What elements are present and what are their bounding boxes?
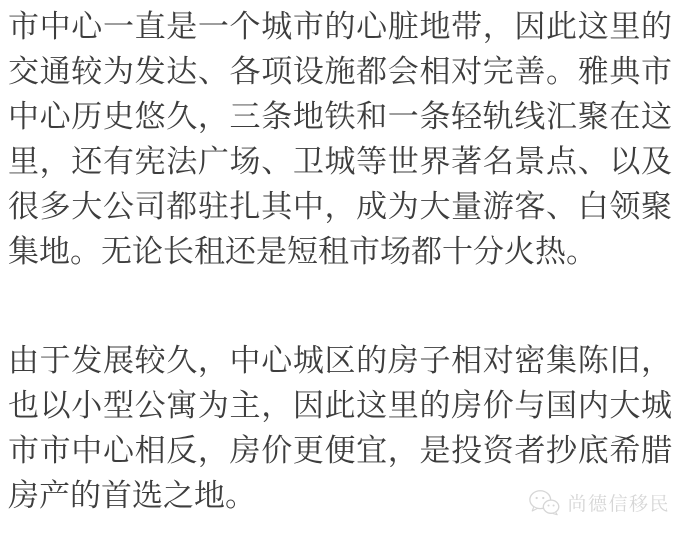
watermark [528,488,670,516]
text-line: 市中心一直是一个城市的心脏地带，因此这里的 [8,9,672,44]
text-line: 市市中心相反，房价更便宜，是投资者抄底希腊 [8,433,672,468]
text-line: 交通较为发达、各项设施都会相对完善。雅典市 [8,54,672,89]
text-line: 里，还有宪法广场、卫城等世界著名景点、以及 [8,144,672,179]
text-line: 很多大公司都驻扎其中，成为大量游客、白领聚 [8,189,672,224]
text-line: 集地。无论长租还是短租市场都十分火热。 [8,234,597,269]
text-line: 中心历史悠久，三条地铁和一条轻轨线汇聚在这 [8,99,672,134]
text-line: 也以小型公寓为主，因此这里的房价与国内大城 [8,388,672,423]
paragraph [8,4,672,274]
wechat-icon [528,489,560,516]
text-line: 由于发展较久，中心城区的房子相对密集陈旧， [8,343,672,378]
article-body [8,4,672,518]
text-line: 房产的首选之地。 [8,478,256,513]
watermark-label: 尚德信移民 [567,493,670,515]
